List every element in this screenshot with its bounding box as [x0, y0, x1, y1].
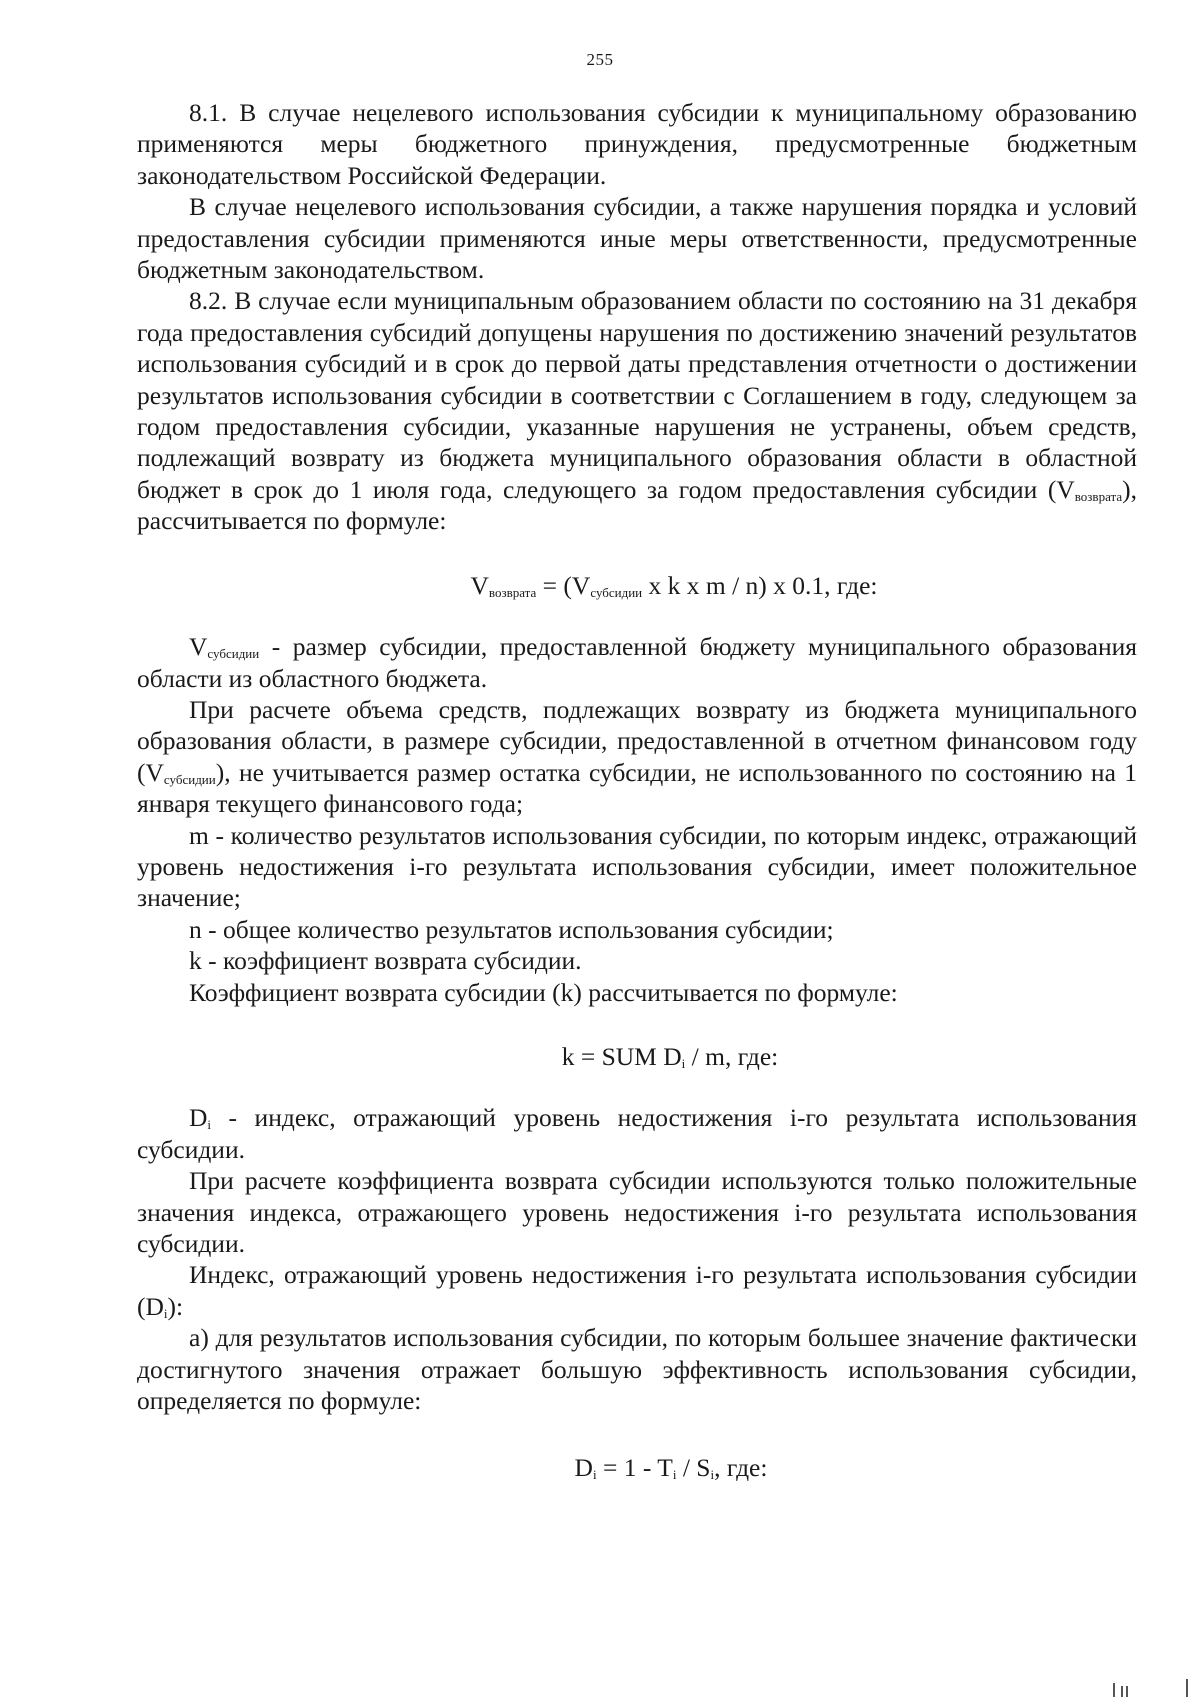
subscript-i: i [207, 1117, 212, 1133]
scan-artifact-mark [1126, 1686, 1128, 1697]
var-v: V [189, 632, 208, 662]
scan-artifact-mark [1113, 1683, 1115, 1697]
subscript-subsidii: субсидии [163, 771, 216, 787]
subscript-vozvrata: возврата [1074, 488, 1123, 504]
formula-k-start: k = SUM D [561, 1041, 682, 1071]
paragraph-positive-values: При расчете коэффициента возврата субсидии используются только положительные значения индекса, отражающего уровень недостижения i-го результата использования субсидии. [137, 1166, 1137, 1258]
paragraph-m-def: m - количество результатов использования субсидии, по которым индекс, отражающий уровень недостижения i-го результата использования субсидии, имеет положительное значение; [137, 820, 1137, 913]
formula-sub-vozvrata: возврата [488, 584, 537, 600]
paragraph-index-intro [137, 1259, 1137, 1322]
paragraph-n-def: n - общее количество результатов использования субсидии; [189, 914, 834, 944]
paragraph-k-def: k - коэффициент возврата субсидии. [189, 946, 582, 976]
note-text: При расчете объема средств, подлежащих возврату из бюджета муниципального образования области, в размере субсидии, предоставленной в отчетном финансовом году (V [137, 694, 1137, 787]
paragraph-case-a: а) для результатов использования субсидии, по которым большее значение фактически достигнутого значения отражает большую эффективность использования субсидии, определяется по формуле: [137, 1323, 1137, 1416]
page-number: 255 [586, 50, 614, 69]
def-text: - размер субсидии, предоставленной бюджету муниципального образования области из областного бюджета. [137, 632, 1137, 693]
formula-sub-i: i [681, 1055, 686, 1071]
index-text: Индекс, отражающий уровень недостижения i-го результата использования субсидии (D [137, 1260, 1137, 1321]
paragraph-v-subsidii-def [137, 631, 1137, 694]
paragraph-8-2 [137, 285, 1137, 536]
formula-index-di [137, 1452, 1137, 1483]
formula-sub-subsidii: субсидии [590, 584, 643, 600]
formula-return-coefficient [137, 1041, 1137, 1072]
scan-artifact-mark [1186, 1679, 1188, 1697]
def-text: - индекс, отражающий уровень недостижения i-го результата использования субсидии. [137, 1103, 1137, 1164]
note-tail: ), не учитывается размер остатка субсидии, не использованного по состоянию на 1 января текущего финансового года; [137, 757, 1137, 819]
document-body [137, 97, 1137, 1514]
paragraph-k-formula-intro: Коэффициент возврата субсидии (k) рассчитывается по формуле: [189, 977, 898, 1007]
subscript-i: i [163, 1305, 168, 1321]
formula-return-volume [137, 570, 1137, 601]
scan-artifact-mark [1121, 1686, 1123, 1697]
formula-d: D [574, 1453, 593, 1483]
paragraph-calculation-note [137, 694, 1137, 820]
formula-s-part: / S [676, 1453, 711, 1483]
formula-sub-i: i [710, 1467, 715, 1483]
formula-end-part: x k x m / n) x 0.1, где: [642, 570, 878, 600]
index-tail: ): [167, 1291, 184, 1321]
paragraph-di-def [137, 1102, 1137, 1165]
formula-k-end: / m, где: [685, 1041, 779, 1071]
paragraph-misuse-measures: В случае нецелевого использования субсидии, а также нарушения порядка и условий предоставления субсидии применяются иные меры ответственности, предусмотренные бюджетным законодательством. [137, 192, 1137, 285]
formula-equals-part: = (V [536, 570, 591, 600]
formula-sub-i: i [592, 1467, 597, 1483]
formula-var-v: V [470, 570, 489, 600]
formula-end-part: , где: [714, 1453, 768, 1483]
formula-sub-i: i [672, 1467, 677, 1483]
paragraph-8-2-tail: ), рассчитывается по формуле: [137, 474, 1137, 536]
subscript-subsidii: субсидии [207, 646, 260, 662]
var-d: D [189, 1103, 208, 1133]
paragraph-8-1: 8.1. В случае нецелевого использования субсидии к муниципальному образованию применяются меры бюджетного принуждения, предусмотренные бюджетным законодательством Российской Федерации. [137, 98, 1137, 190]
formula-t-part: = 1 - T [596, 1453, 673, 1483]
paragraph-8-2-text: 8.2. В случае если муниципальным образованием области по состоянию на 31 декабря года предоставления субсидий допущены нарушения по достижению значений результатов использования субсидий и в срок до первой даты представления отчетности о достижении результатов использования субсидии в соответствии с Соглашением в году, следующем за годом предоставления субсидии, указанные нарушения не устранены, объем средств, подлежащий возврату из бюджета муниципального образования области в областной бюджет в срок до 1 июля года, следующего за годом предоставления субсидии (V [137, 286, 1137, 504]
